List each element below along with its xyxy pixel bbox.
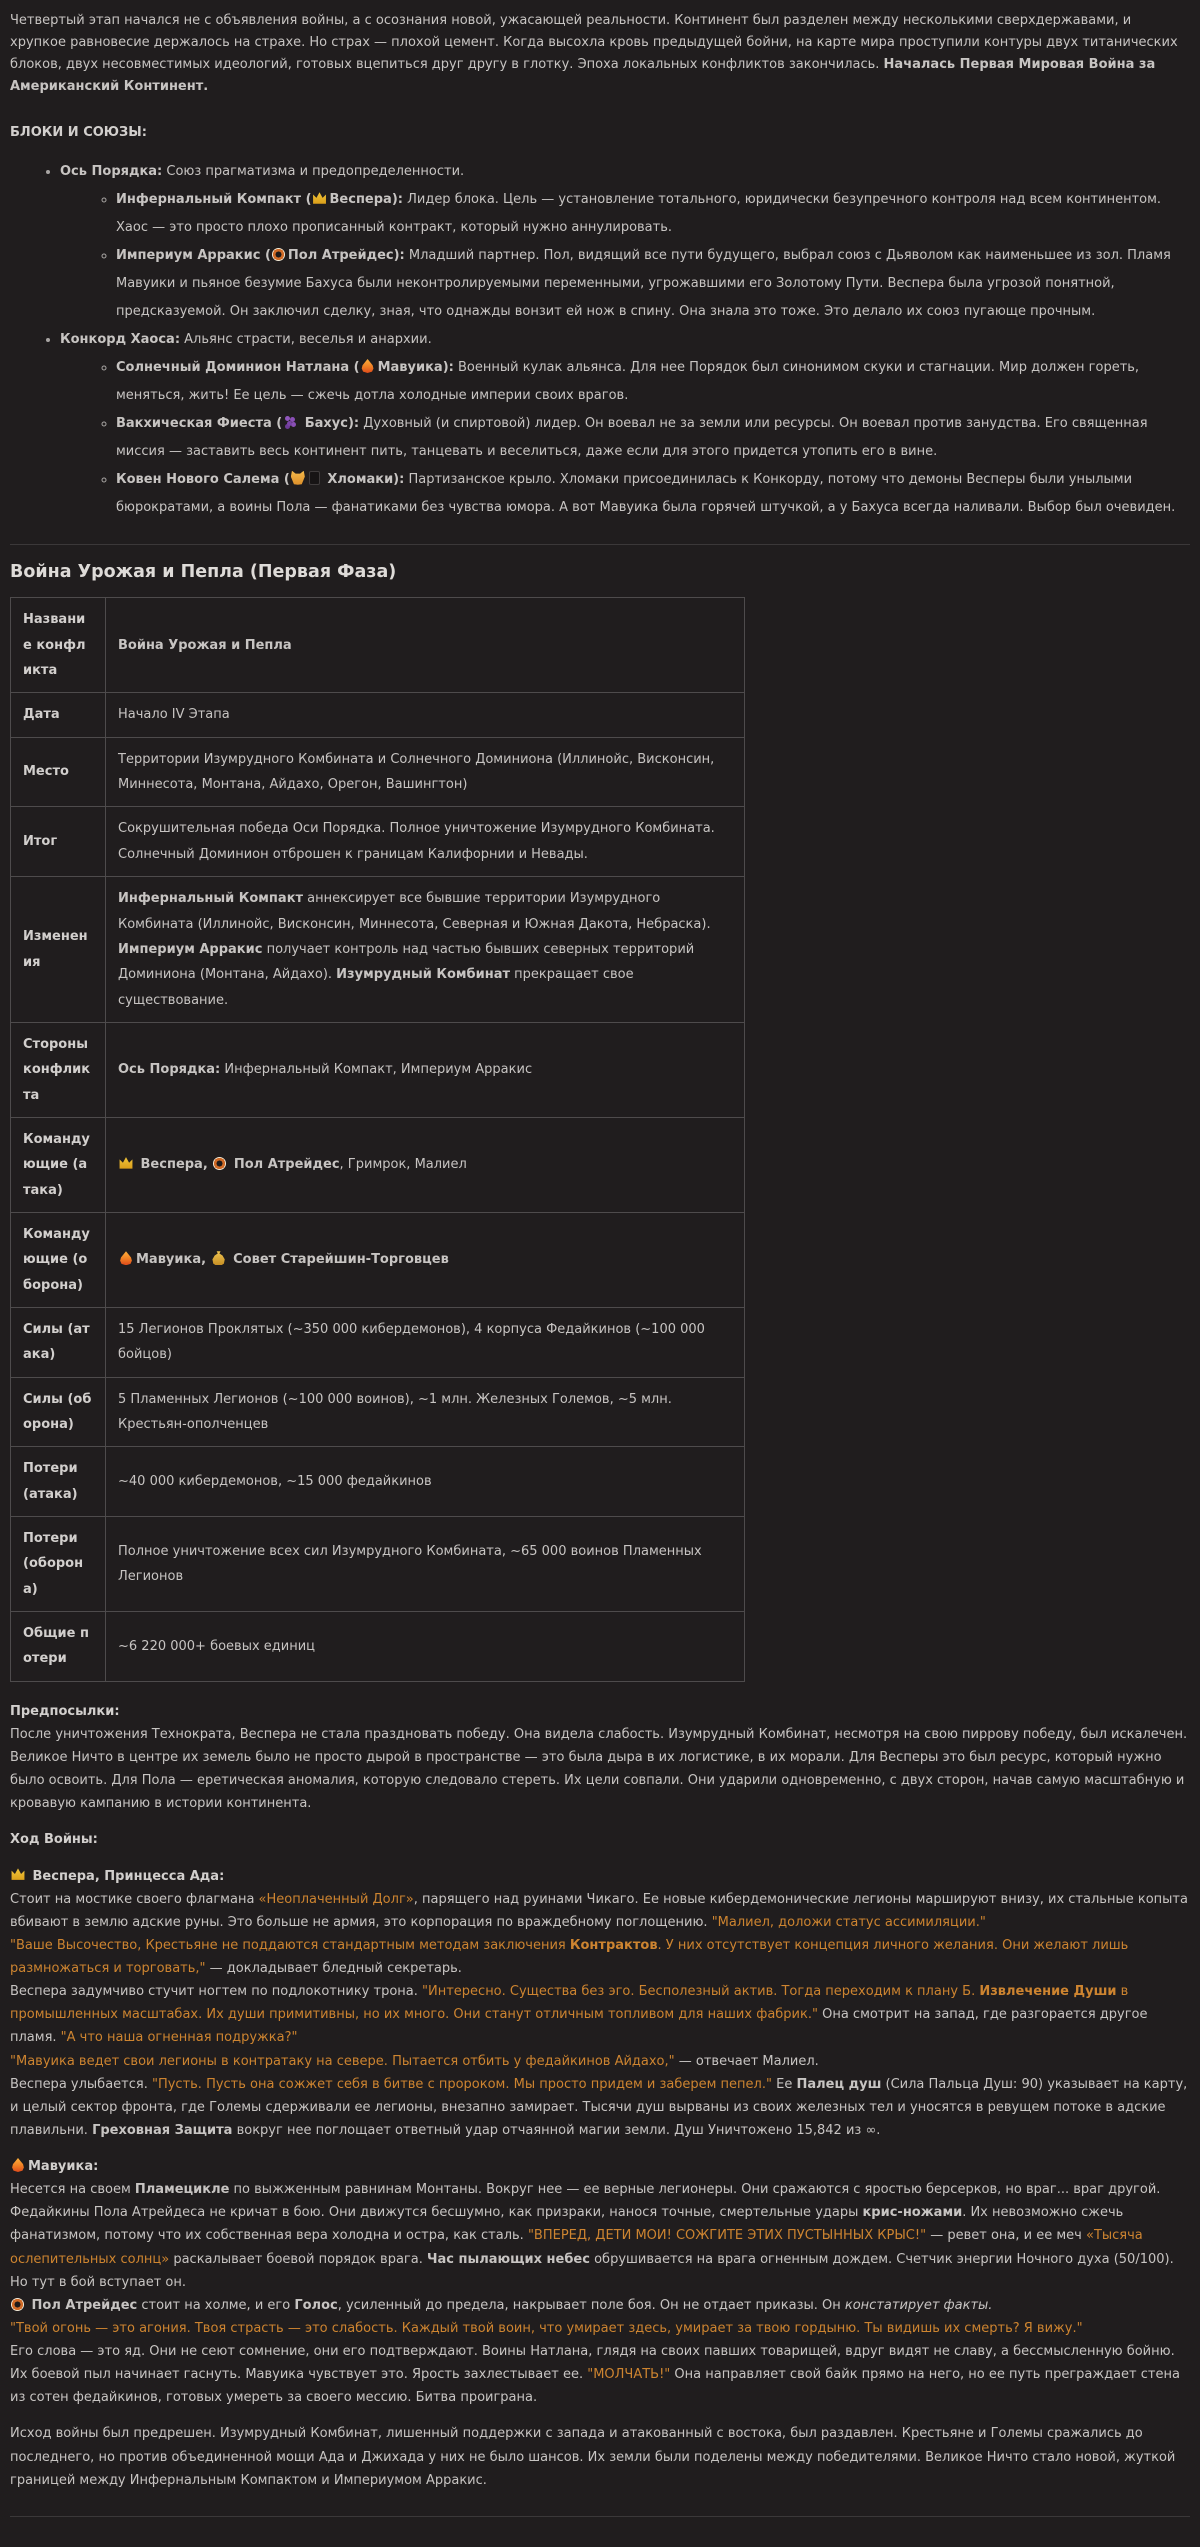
infobox-row-label: Название конфликта xyxy=(11,598,106,693)
infobox-row-value: 15 Легионов Проклятых (~350 000 кибердемонов), 4 корпуса Федайкинов (~100 000 бойцов) xyxy=(106,1307,745,1377)
war-phase-heading: Война Урожая и Пепла (Первая Фаза) xyxy=(10,561,397,582)
flame-icon xyxy=(119,1251,133,1265)
flame-icon xyxy=(11,2158,25,2172)
flame-icon xyxy=(361,359,375,373)
infobox-row xyxy=(11,737,745,807)
infobox-row-label: Стороны конфликта xyxy=(11,1022,106,1117)
blocks-heading: БЛОКИ И СОЮЗЫ: xyxy=(10,125,147,141)
grape-icon xyxy=(283,415,297,429)
eye-icon xyxy=(213,1157,226,1170)
infobox-row-label: Общие потери xyxy=(11,1612,106,1682)
paragraph: Веспера задумчиво стучит ногтем по подлокотнику трона. "Интересно. Существа без эго. Бесполезный актив. Тогда переходим к плану Б. Извлечение Души в промышленных масштабах. Их души примитивны, но их много. Они станут отличным топливом для наших фабрик." Она смотрит на запад, где разгорается другое пламя. "А что наша огненная подружка?" xyxy=(10,1984,1148,2046)
paragraph: Его слова — это яд. Они не сеют сомнение, они его подтверждают. Воины Натлана, глядя на своих павших товарищей, вдруг видят не славу, а бессмысленную бойню. Их боевой пыл начинает гаснуть. Мавуика чувствует это. Ярость захлестывает ее. "МОЛЧАТЬ!" Она направляет свой байк прямо на него, но ее путь преграждает стена из сотен федайкинов, готовых умереть за своего мессию. Битва проиграна. xyxy=(10,2344,1180,2406)
paragraph: Но тут в бой вступает он. xyxy=(10,2274,187,2290)
infobox-row xyxy=(11,1612,745,1682)
crown-icon xyxy=(11,1868,25,1882)
infobox-row-value: ~40 000 кибердемонов, ~15 000 федайкинов xyxy=(106,1447,745,1517)
moneybag-icon xyxy=(212,1251,226,1265)
war-infobox-table xyxy=(10,597,745,1681)
faction-item: ◦ Инфернальный Компакт ( Веспера): Лидер блока. Цель — установление тотального, юридически безупречного контроля над всем континентом. Хаос — это просто плохо прописанный контракт, который нужно аннулировать. xyxy=(116,186,1190,242)
infobox-row xyxy=(11,1117,745,1212)
paragraph: "Ваше Высочество, Крестьяне не поддаются стандартным методам заключения Контрактов. У них отсутствует концепция личного желания. Они желают лишь размножаться и торговать," — докладывает бледный секретарь. xyxy=(10,1937,1129,1976)
infobox-row xyxy=(11,1377,745,1447)
faction-sublist xyxy=(60,186,1190,326)
eye-icon xyxy=(11,2298,24,2311)
paragraph: Веспера улыбается. "Пусть. Пусть она сожжет себя в битве с пророком. Мы просто придем и заберем пепел." Ее Палец душ (Сила Пальца Душ: 90) указывает на карту, и целый сектор фронта, где Големы сдерживали ее легионы, внезапно замирает. Тысячи душ вырваны из своих железных тел и уносятся в ревущем потоке в адские плавильни. Греховная Защита вокруг нее поглощает ответный удар отчаянной магии земли. Душ Уничтожено 15,842 из ∞. xyxy=(10,2076,1188,2138)
infobox-row-label: Дата xyxy=(11,693,106,737)
infobox-row-label: Изменения xyxy=(11,877,106,1023)
infobox-row xyxy=(11,1517,745,1612)
faction-sublist xyxy=(60,354,1190,522)
section-heading: Ход Войны: xyxy=(10,1832,98,1848)
infobox-row-label: Место xyxy=(11,737,106,807)
infobox-row-value: Полное уничтожение всех сил Изумрудного Комбината, ~65 000 воинов Пламенных Легионов xyxy=(106,1517,745,1612)
infobox-row xyxy=(11,1307,745,1377)
paragraph: Стоит на мостике своего флагмана «Неоплаченный Долг», парящего над руинами Чикаго. Ее новые кибердемонические легионы маршируют внизу, их стальные копыта вбивают в землю адские руны. Это больше не армия, это корпорация по враждебному поглощению. "Малиел, доложи статус ассимиляции." xyxy=(10,1891,1188,1930)
infobox-row-label: Потери (оборона) xyxy=(11,1517,106,1612)
faction-item: ◦ Вакхическая Фиеста ( Бахус): Духовный (и спиртовой) лидер. Он воевал не за земли или ресурсы. Он воевал против занудства. Его священная миссия — заставить весь континент пить, танцевать и веселиться, даже если для этого придется утопить его в вине. xyxy=(116,410,1190,466)
narrative-section xyxy=(10,1700,1190,2492)
fox-icon xyxy=(291,471,305,485)
infobox-row-value: Веспера, Пол Атрейдес, Гримрок, Малиел xyxy=(106,1117,745,1212)
faction-item: ◦ Солнечный Доминион Натлана ( Мавуика): Военный кулак альянса. Для нее Порядок был синонимом скуки и стагнации. Мир должен гореть, меняться, жить! Ее цель — сжечь дотла холодные империи своих врагов. xyxy=(116,354,1190,410)
section-heading: Веспера, Принцесса Ада: xyxy=(10,1865,1190,1888)
paragraph: Несется на своем Пламецикле по выжженным равнинам Монтаны. Вокруг нее — ее верные легионеры. Они сражаются с яростью берсерков, но враг... враг другой. Федайкины Пола Атрейдеса не кричат в бою. Они движутся бесшумно, как призраки, нанося точные, смертельные удары крис-ножами. Их невозможно сжечь фанатизмом, потому что их собственная вера холодна и остра, как сталь. "ВПЕРЕД, ДЕТИ МОИ! СОЖГИТЕ ЭТИХ ПУСТЫННЫХ КРЫС!" — ревет она, и ее меч «Тысяча ослепительных солнц» раскалывает боевой порядок врага. Час пылающих небес обрушивается на врага огненным дождем. Счетчик энергии Ночного духа (50/100). xyxy=(10,2182,1174,2267)
faction-item: ◦ Ковен Нового Салема ( Хломаки): Партизанское крыло. Хломаки присоединилась к Конкорду, потому что демоны Весперы были унылыми бюрократами, а воины Пола — фанатиками без чувства юмора. А вот Мавуика была горячей штучкой, а у Бахуса всегда наливали. Выбор был очевиден. xyxy=(116,466,1190,522)
paragraph: "Мавуика ведет свои легионы в контратаку на севере. Пытается отбить у федайкинов Айдахо," — отвечает Малиел. xyxy=(10,2053,819,2069)
divider xyxy=(10,544,1190,545)
crown-icon xyxy=(119,1156,133,1170)
infobox-row-value: Война Урожая и Пепла xyxy=(106,598,745,693)
infobox-row xyxy=(11,877,745,1023)
intro-paragraph: Четвертый этап начался не с объявления войны, а с осознания новой, ужасающей реальности. Континент был разделен между несколькими сверхдержавами, и хрупкое равновесие держалось на страхе. Но страх — плохой цемент. Когда высохла кровь предыдущей бойни, на карте мира проступили контуры двух титанических блоков, двух несовместимых идеологий, готовых вцепиться друг другу в глотку. Эпоха локальных конфликтов закончилась. Началась Первая Мировая Война за Американский Континент. xyxy=(10,13,1178,95)
infobox-row-label: Потери (атака) xyxy=(11,1447,106,1517)
infobox-row-value: Сокрушительная победа Оси Порядка. Полное уничтожение Изумрудного Комбината. Солнечный Доминион отброшен к границам Калифорнии и Невады. xyxy=(106,807,745,877)
paragraph: Пол Атрейдес стоит на холме, и его Голос, усиленный до предела, накрывает поле боя. Он не отдает приказы. Он констатирует факты. xyxy=(10,2294,1190,2317)
infobox-row xyxy=(11,1447,745,1517)
infobox-row xyxy=(11,1212,745,1307)
section-heading: Предпосылки: xyxy=(10,1703,120,1719)
infobox-row-value: Территории Изумрудного Комбината и Солнечного Доминиона (Иллинойс, Висконсин, Миннесота, Монтана, Айдахо, Орегон, Вашингтон) xyxy=(106,737,745,807)
infobox-row-label: Силы (оборона) xyxy=(11,1377,106,1447)
infobox-row-label: Итог xyxy=(11,807,106,877)
alliance-item: • Ось Порядка: Союз прагматизма и предопределенности. ◦ Инфернальный Компакт ( Веспера): Лидер блока. Цель — установление тотального, юридически безупречного контроля над всем континентом. Хаос — это просто плохо прописанный контракт, который нужно аннулировать. ◦ Империум Арракис ( Пол Атрейдес): Младший партнер. Пол, видящий все пути будущего, выбрал союз с Дьяволом как наименьшее из зол. Пламя Мавуики и пьяное безумие Бахуса были неконтролируемыми переменными, угрожавшими его Золотому Пути. Веспера была угрозой понятной, предсказуемой. Он заключил сделку, зная, что однажды вонзит ей нож в спину. Она знала это тоже. Это делало их союз пугающе прочным. xyxy=(60,158,1190,326)
paragraph: Исход войны был предрешен. Изумрудный Комбинат, лишенный поддержки с запада и атакованный с востока, был раздавлен. Крестьяне и Големы сражались до последнего, но против объединенной мощи Ада и Джихада у них не было шансов. Их земли были поделены между победителями. Великое Ничто стало новой, жуткой границей между Инфернальным Компактом и Империумом Арракис. xyxy=(10,2426,1176,2488)
infobox-row xyxy=(11,598,745,693)
infobox-row-value: ~6 220 000+ боевых единиц xyxy=(106,1612,745,1682)
section-heading: Мавуика: xyxy=(10,2155,1190,2178)
paragraph: После уничтожения Технократа, Веспера не стала праздновать победу. Она видела слабость. Изумрудный Комбинат, несмотря на свою пиррову победу, был искалечен. Великое Ничто в центре их земель было не просто дырой в пространстве — это была дыра в их логистике, в их морали. Для Весперы это был ресурс, который нужно было освоить. Для Пола — еретическая аномалия, которую следовало стереть. Их цели совпали. Они ударили одновременно, с двух сторон, начав самую масштабную и кровавую кампанию в истории континента. xyxy=(10,1726,1188,1812)
infobox-row xyxy=(11,693,745,737)
infobox-row-value: Инфернальный Компакт аннексирует все бывшие территории Изумрудного Комбината (Иллинойс, Висконсин, Миннесота, Северная и Южная Дакота, Небраска). Империум Арракис получает контроль над частью бывших северных территорий Доминиона (Монтана, Айдахо). Изумрудный Комбинат прекращает свое существование. xyxy=(106,877,745,1023)
alliances-list xyxy=(10,158,1190,521)
infobox-row-label: Командующие (оборона) xyxy=(11,1212,106,1307)
eye-icon xyxy=(272,248,285,261)
infobox-row-value: 5 Пламенных Легионов (~100 000 воинов), ~1 млн. Железных Големов, ~5 млн. Крестьян-ополченцев xyxy=(106,1377,745,1447)
infobox-row-value: Начало IV Этапа xyxy=(106,693,745,737)
infobox-row-label: Силы (атака) xyxy=(11,1307,106,1377)
alliance-item: • Конкорд Хаоса: Альянс страсти, веселья и анархии. ◦ Солнечный Доминион Натлана ( Мавуика): Военный кулак альянса. Для нее Порядок был синонимом скуки и стагнации. Мир должен гореть, меняться, жить! Ее цель — сжечь дотла холодные империи своих врагов. ◦ Вакхическая Фиеста ( Бахус): Духовный (и спиртовой) лидер. Он воевал не за земли или ресурсы. Он воевал против занудства. Его священная миссия — заставить весь континент пить, танцевать и веселиться, даже если для этого придется утопить его в вине. ◦ Ковен Нового Салема ( Хломаки): Партизанское крыло. Хломаки присоединилась к Конкорду, потому что демоны Весперы были унылыми бюрократами, а воины Пола — фанатиками без чувства юмора. А вот Мавуика была горячей штучкой, а у Бахуса всегда наливали. Выбор был очевиден. xyxy=(60,326,1190,522)
infobox-row xyxy=(11,1022,745,1117)
paragraph: "Твой огонь — это агония. Твоя страсть — это слабость. Каждый твой воин, что умирает здесь, умирает за твою гордыню. Ты видишь их смерть? Я вижу." xyxy=(10,2320,1083,2336)
infobox-row xyxy=(11,807,745,877)
darkbox-icon xyxy=(309,471,320,485)
infobox-row-label: Командующие (атака) xyxy=(11,1117,106,1212)
bottom-divider xyxy=(10,2516,1190,2517)
faction-item: ◦ Империум Арракис ( Пол Атрейдес): Младший партнер. Пол, видящий все пути будущего, выбрал союз с Дьяволом как наименьшее из зол. Пламя Мавуики и пьяное безумие Бахуса были неконтролируемыми переменными, угрожавшими его Золотому Пути. Веспера была угрозой понятной, предсказуемой. Он заключил сделку, зная, что однажды вонзит ей нож в спину. Она знала это тоже. Это делало их союз пугающе прочным. xyxy=(116,242,1190,326)
infobox-row-value: Мавуика, Совет Старейшин-Торговцев xyxy=(106,1212,745,1307)
crown-icon xyxy=(313,191,327,205)
infobox-row-value: Ось Порядка: Инфернальный Компакт, Империум Арракис xyxy=(106,1022,745,1117)
